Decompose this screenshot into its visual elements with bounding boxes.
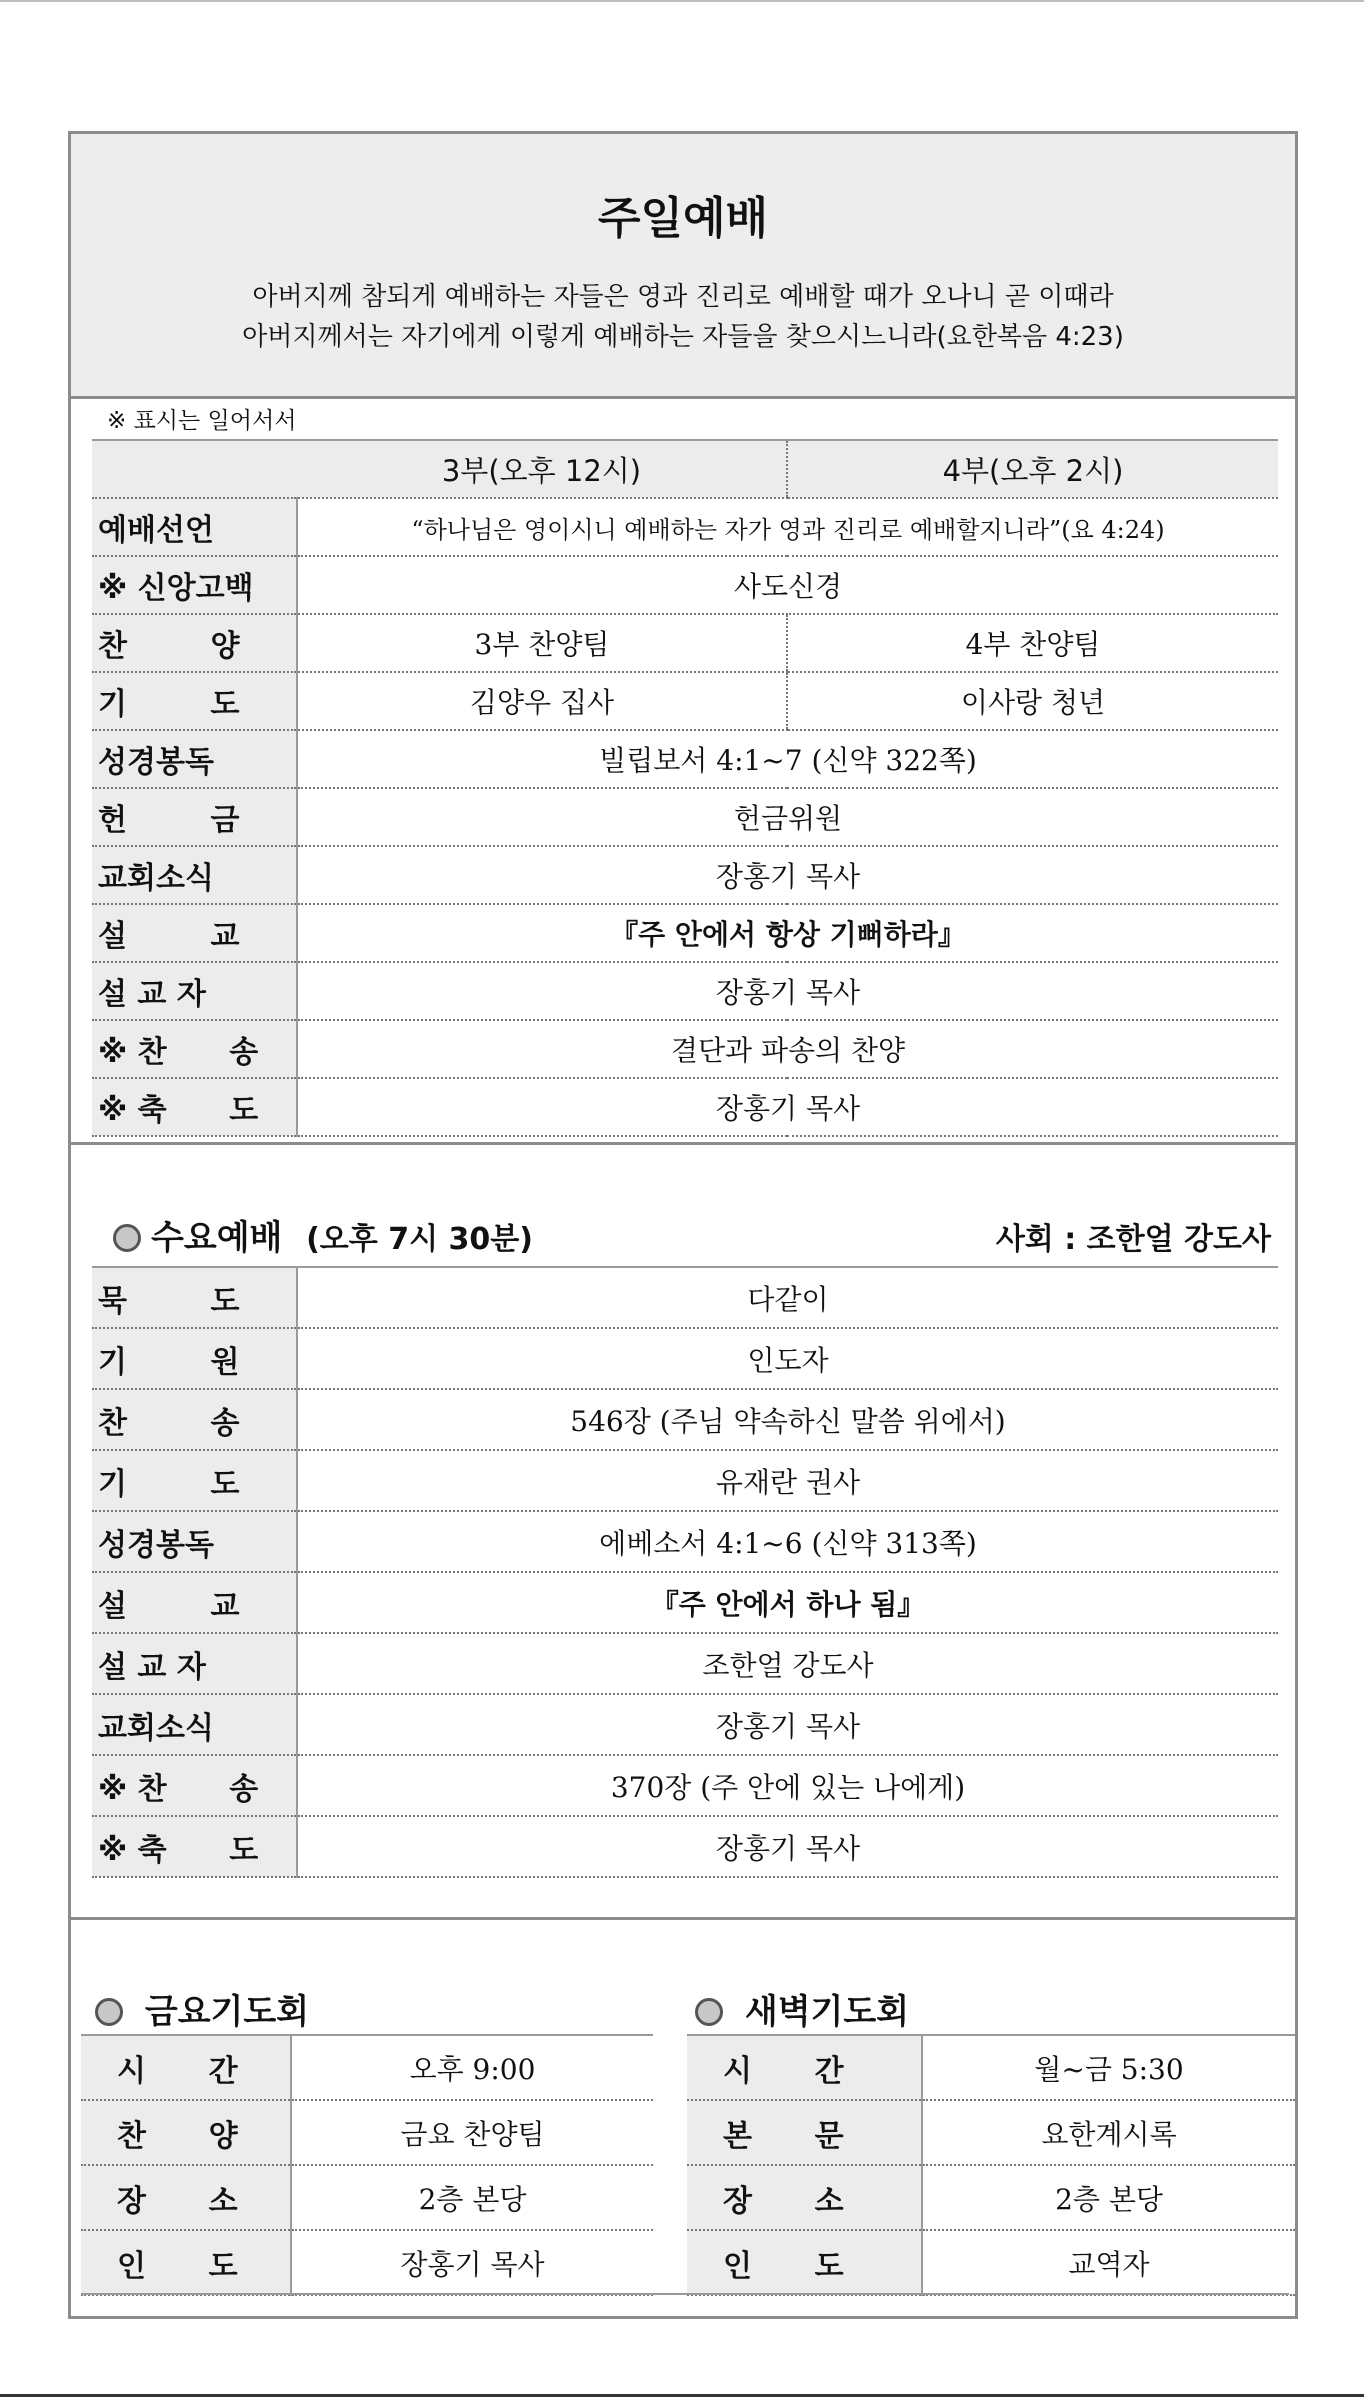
table-row bbox=[92, 1450, 1278, 1511]
row-value: 장홍기 목사 bbox=[297, 1078, 1278, 1136]
table-row bbox=[92, 556, 1278, 614]
row-label: ※ 신앙고백 bbox=[92, 556, 297, 614]
row-label: 기 원 bbox=[92, 1328, 297, 1389]
row-value-4: 4부 찬양팀 bbox=[787, 614, 1278, 672]
verse-line-1: 아버지께 참되게 예배하는 자들은 영과 진리로 예배할 때가 오나니 곧 이때라 bbox=[252, 282, 1114, 312]
row-value: 요한계시록 bbox=[922, 2100, 1295, 2165]
row-label: 인 도 bbox=[81, 2230, 291, 2295]
row-value: 장홍기 목사 bbox=[297, 846, 1278, 904]
row-value: 인도자 bbox=[297, 1328, 1278, 1389]
table-row bbox=[92, 962, 1278, 1020]
dawn-heading bbox=[695, 1984, 909, 2033]
row-label: 기 도 bbox=[92, 1450, 297, 1511]
row-value: 370장 (주 안에 있는 나에게) bbox=[297, 1755, 1278, 1816]
circle-bullet-icon bbox=[95, 1998, 123, 2026]
row-label: 교회소식 bbox=[92, 846, 297, 904]
row-label: ※ 축 도 bbox=[92, 1816, 297, 1877]
bulletin-frame bbox=[68, 131, 1298, 2319]
row-label: 설 교 bbox=[92, 1572, 297, 1633]
row-value: 에베소서 4:1~6 (신약 313쪽) bbox=[297, 1511, 1278, 1572]
wednesday-time: (오후 7시 30분) bbox=[306, 1222, 533, 1257]
row-label: 설 교 bbox=[92, 904, 297, 962]
sunday-header-row bbox=[92, 440, 1278, 498]
dawn-title: 새벽기도회 bbox=[744, 1992, 910, 2032]
wednesday-heading bbox=[113, 1210, 533, 1259]
row-value: 다같이 bbox=[297, 1267, 1278, 1328]
row-value: “하나님은 영이시니 예배하는 자가 영과 진리로 예배할지니라”(요 4:24) bbox=[297, 498, 1278, 556]
table-row bbox=[687, 2165, 1295, 2230]
row-value: 결단과 파송의 찬양 bbox=[297, 1020, 1278, 1078]
row-value: 장홍기 목사 bbox=[291, 2230, 653, 2295]
row-value-3: 3부 찬양팀 bbox=[297, 614, 787, 672]
verse-line-2: 아버지께서는 자기에게 이렇게 예배하는 자들을 찾으시느니라(요한복음 4:23) bbox=[242, 322, 1124, 352]
standing-note: ※ 표시는 일어서서 bbox=[107, 408, 297, 434]
table-row bbox=[81, 2165, 653, 2230]
row-value: 금요 찬양팀 bbox=[291, 2100, 653, 2165]
row-label: 교회소식 bbox=[92, 1694, 297, 1755]
row-label: 찬 양 bbox=[92, 614, 297, 672]
friday-prayer-table bbox=[81, 2034, 653, 2296]
row-value: 장홍기 목사 bbox=[297, 1816, 1278, 1877]
table-row bbox=[92, 1633, 1278, 1694]
row-value: 월~금 5:30 bbox=[922, 2035, 1295, 2100]
wednesday-title: 수요예배 bbox=[151, 1218, 283, 1258]
table-row bbox=[687, 2100, 1295, 2165]
row-label: 설 교 자 bbox=[92, 1633, 297, 1694]
section-divider bbox=[71, 1917, 1295, 1920]
sunday-order-table bbox=[92, 439, 1278, 1137]
circle-bullet-icon bbox=[695, 1998, 723, 2026]
row-value-3: 김양우 집사 bbox=[297, 672, 787, 730]
row-value-4: 이사랑 청년 bbox=[787, 672, 1278, 730]
row-label: 시 간 bbox=[687, 2035, 922, 2100]
table-row bbox=[92, 1078, 1278, 1136]
row-label: 기 도 bbox=[92, 672, 297, 730]
wednesday-leader: 사회 : 조한얼 강도사 bbox=[995, 1222, 1271, 1257]
row-label: 묵 도 bbox=[92, 1267, 297, 1328]
row-value: 오후 9:00 bbox=[291, 2035, 653, 2100]
row-value: 장홍기 목사 bbox=[297, 1694, 1278, 1755]
table-row bbox=[81, 2230, 653, 2295]
table-row bbox=[81, 2035, 653, 2100]
row-label: 설 교 자 bbox=[92, 962, 297, 1020]
row-label: 인 도 bbox=[687, 2230, 922, 2295]
dawn-prayer-table bbox=[687, 2034, 1295, 2296]
top-rule bbox=[0, 0, 1364, 2]
service-4-header: 4부(오후 2시) bbox=[787, 440, 1278, 498]
row-label: ※ 찬 송 bbox=[92, 1020, 297, 1078]
table-row bbox=[92, 1328, 1278, 1389]
header-blank-cell bbox=[92, 440, 297, 498]
table-row bbox=[92, 672, 1278, 730]
row-label: 장 소 bbox=[81, 2165, 291, 2230]
row-value: 유재란 권사 bbox=[297, 1450, 1278, 1511]
table-row bbox=[687, 2230, 1295, 2295]
table-row bbox=[92, 730, 1278, 788]
row-value: 빌립보서 4:1~7 (신약 322쪽) bbox=[297, 730, 1278, 788]
row-label: 성경봉독 bbox=[92, 1511, 297, 1572]
row-value: 546장 (주님 약속하신 말씀 위에서) bbox=[297, 1389, 1278, 1450]
table-row bbox=[92, 1694, 1278, 1755]
bottom-rule bbox=[0, 2394, 1364, 2397]
row-value: 교역자 bbox=[922, 2230, 1295, 2295]
row-label: 성경봉독 bbox=[92, 730, 297, 788]
table-row bbox=[92, 498, 1278, 556]
bottom-table-rule bbox=[81, 2293, 1289, 2295]
table-row bbox=[92, 1389, 1278, 1450]
service-3-header: 3부(오후 12시) bbox=[297, 440, 787, 498]
row-value: 사도신경 bbox=[297, 556, 1278, 614]
table-row bbox=[92, 1511, 1278, 1572]
row-value: 2층 본당 bbox=[922, 2165, 1295, 2230]
row-label: 찬 양 bbox=[81, 2100, 291, 2165]
sunday-title: 주일예배 bbox=[597, 193, 768, 244]
table-row bbox=[687, 2035, 1295, 2100]
row-label: 찬 송 bbox=[92, 1389, 297, 1450]
row-label: 본 문 bbox=[687, 2100, 922, 2165]
table-row bbox=[92, 846, 1278, 904]
sunday-header bbox=[71, 134, 1295, 399]
row-label: 장 소 bbox=[687, 2165, 922, 2230]
row-label: ※ 축 도 bbox=[92, 1078, 297, 1136]
circle-bullet-icon bbox=[113, 1224, 141, 1252]
row-value: 헌금위원 bbox=[297, 788, 1278, 846]
friday-title: 금요기도회 bbox=[144, 1992, 310, 2032]
table-row bbox=[92, 1020, 1278, 1078]
table-row bbox=[92, 1755, 1278, 1816]
row-value: 2층 본당 bbox=[291, 2165, 653, 2230]
table-row bbox=[92, 1572, 1278, 1633]
table-row bbox=[92, 1816, 1278, 1877]
row-label: ※ 찬 송 bbox=[92, 1755, 297, 1816]
table-row bbox=[92, 904, 1278, 962]
table-row bbox=[92, 1267, 1278, 1328]
sermon-title: 『주 안에서 항상 기뻐하라』 bbox=[297, 904, 1278, 962]
table-row bbox=[81, 2100, 653, 2165]
row-label: 예배선언 bbox=[92, 498, 297, 556]
row-value: 조한얼 강도사 bbox=[297, 1633, 1278, 1694]
sermon-title: 『주 안에서 하나 됨』 bbox=[297, 1572, 1278, 1633]
friday-heading bbox=[95, 1984, 309, 2033]
row-label: 헌 금 bbox=[92, 788, 297, 846]
wednesday-order-table bbox=[92, 1266, 1278, 1878]
row-value: 장홍기 목사 bbox=[297, 962, 1278, 1020]
table-row bbox=[92, 788, 1278, 846]
section-divider bbox=[71, 1142, 1295, 1145]
row-label: 시 간 bbox=[81, 2035, 291, 2100]
table-row bbox=[92, 614, 1278, 672]
